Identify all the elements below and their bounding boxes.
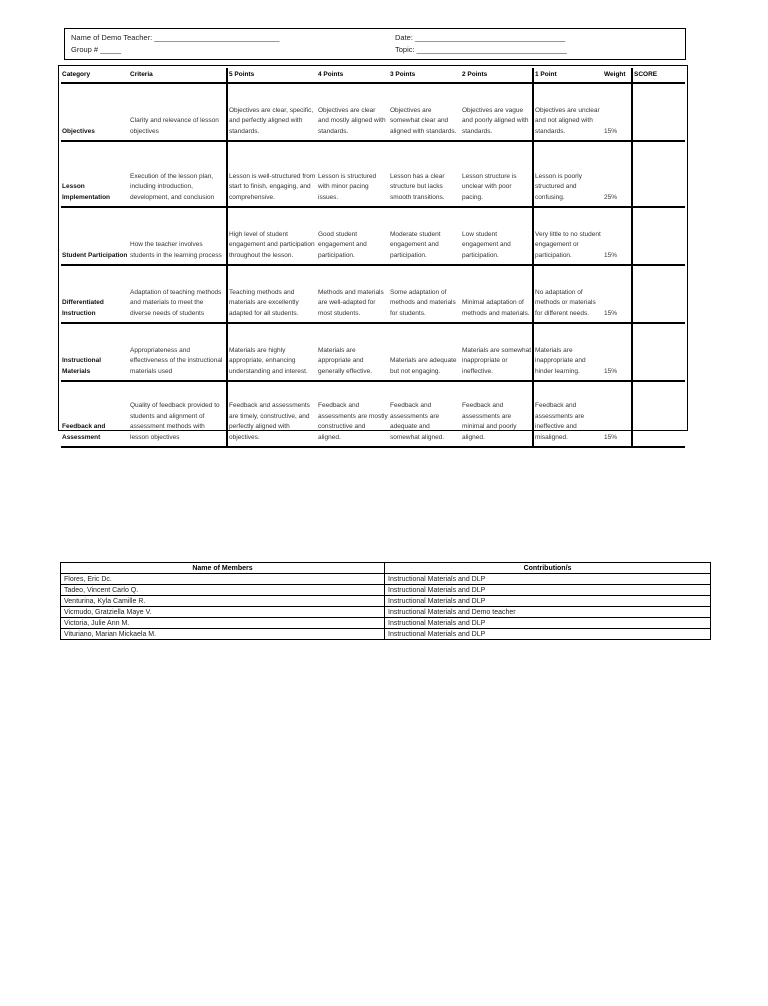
column-header-criteria: Criteria bbox=[129, 68, 227, 83]
one-point-cell: Very little to no student engagement or participation. bbox=[533, 207, 603, 265]
member-contribution: Instructional Materials and Demo teacher bbox=[385, 607, 711, 618]
four-points-cell: Materials are appropriate and generally effective. bbox=[317, 323, 389, 381]
teacher-name-field[interactable]: Name of Demo Teacher: ______________________________ bbox=[71, 33, 280, 42]
member-row bbox=[61, 574, 711, 585]
four-points-cell: Objectives are clear and mostly aligned with standards. bbox=[317, 83, 389, 141]
five-points-cell: High level of student engagement and participation throughout the lesson. bbox=[227, 207, 317, 265]
score-cell[interactable] bbox=[632, 323, 685, 381]
score-cell[interactable] bbox=[632, 83, 685, 141]
category-cell: Lesson Implementation bbox=[61, 141, 129, 207]
weight-cell: 25% bbox=[603, 141, 632, 207]
weight-cell: 15% bbox=[603, 265, 632, 323]
one-point-cell: Objectives are unclear and not aligned with standards. bbox=[533, 83, 603, 141]
column-header-1-point: 1 Point bbox=[533, 68, 603, 83]
criteria-cell: Appropriateness and effectiveness of the instructional materials used bbox=[129, 323, 227, 381]
rubric-row bbox=[61, 83, 685, 141]
member-contribution: Instructional Materials and DLP bbox=[385, 574, 711, 585]
three-points-cell: Some adaptation of methods and materials for students. bbox=[389, 265, 461, 323]
member-row bbox=[61, 607, 711, 618]
members-table bbox=[60, 562, 711, 640]
member-contribution: Instructional Materials and DLP bbox=[385, 585, 711, 596]
member-contribution: Instructional Materials and DLP bbox=[385, 596, 711, 607]
one-point-cell: Feedback and assessments are ineffective and misaligned. bbox=[533, 381, 603, 447]
rubric-row bbox=[61, 323, 685, 381]
member-row bbox=[61, 618, 711, 629]
column-header-weight: Weight bbox=[603, 68, 632, 83]
three-points-cell: Moderate student engagement and participation. bbox=[389, 207, 461, 265]
rubric-row bbox=[61, 381, 685, 447]
category-cell: Feedback and Assessment bbox=[61, 381, 129, 447]
weight-cell: 15% bbox=[603, 381, 632, 447]
rubric-header-row bbox=[61, 68, 685, 83]
date-field[interactable]: Date: ____________________________________ bbox=[395, 33, 566, 42]
category-cell: Instructional Materials bbox=[61, 323, 129, 381]
member-name: Victoria, Julie Ann M. bbox=[61, 618, 385, 629]
column-header-score: SCORE bbox=[632, 68, 685, 83]
criteria-cell: Execution of the lesson plan, including introduction, development, and conclusion bbox=[129, 141, 227, 207]
five-points-cell: Feedback and assessments are timely, constructive, and perfectly aligned with objectives. bbox=[227, 381, 317, 447]
member-name: Flores, Eric Dc. bbox=[61, 574, 385, 585]
weight-cell: 15% bbox=[603, 83, 632, 141]
column-header-5-points: 5 Points bbox=[227, 68, 317, 83]
rubric-row bbox=[61, 141, 685, 207]
score-cell[interactable] bbox=[632, 265, 685, 323]
member-row bbox=[61, 596, 711, 607]
two-points-cell: Materials are somewhat inappropriate or ineffective. bbox=[461, 323, 533, 381]
member-name: Venturina, Kyla Camille R. bbox=[61, 596, 385, 607]
member-name: Vicmudo, Gratziella Maye V. bbox=[61, 607, 385, 618]
category-cell: Differentiated Instruction bbox=[61, 265, 129, 323]
weight-cell: 15% bbox=[603, 207, 632, 265]
column-header-members: Name of Members bbox=[61, 563, 385, 574]
two-points-cell: Feedback and assessments are minimal and poorly aligned. bbox=[461, 381, 533, 447]
five-points-cell: Lesson is well-structured from start to finish, engaging, and comprehensive. bbox=[227, 141, 317, 207]
member-row bbox=[61, 585, 711, 596]
criteria-cell: Adaptation of teaching methods and materials to meet the diverse needs of students bbox=[129, 265, 227, 323]
criteria-cell: Clarity and relevance of lesson objectives bbox=[129, 83, 227, 141]
criteria-cell: How the teacher involves students in the learning process bbox=[129, 207, 227, 265]
teacher-info-header bbox=[64, 28, 686, 60]
two-points-cell: Lesson structure is unclear with poor pacing. bbox=[461, 141, 533, 207]
score-cell[interactable] bbox=[632, 207, 685, 265]
category-cell: Objectives bbox=[61, 83, 129, 141]
group-number-field[interactable]: Group # _____ bbox=[71, 45, 122, 54]
three-points-cell: Objectives are somewhat clear and aligned with standards. bbox=[389, 83, 461, 141]
member-contribution: Instructional Materials and DLP bbox=[385, 629, 711, 640]
four-points-cell: Lesson is structured with minor pacing issues. bbox=[317, 141, 389, 207]
rubric-row bbox=[61, 265, 685, 323]
column-header-category: Category bbox=[61, 68, 129, 83]
column-header-3-points: 3 Points bbox=[389, 68, 461, 83]
column-header-4-points: 4 Points bbox=[317, 68, 389, 83]
one-point-cell: Lesson is poorly structured and confusing. bbox=[533, 141, 603, 207]
two-points-cell: Objectives are vague and poorly aligned with standards. bbox=[461, 83, 533, 141]
five-points-cell: Objectives are clear, specific, and perfectly aligned with standards. bbox=[227, 83, 317, 141]
four-points-cell: Good student engagement and participation. bbox=[317, 207, 389, 265]
four-points-cell: Methods and materials are well-adapted for most students. bbox=[317, 265, 389, 323]
one-point-cell: Materials are inappropriate and hinder learning. bbox=[533, 323, 603, 381]
two-points-cell: Low student engagement and participation. bbox=[461, 207, 533, 265]
rubric-table-frame bbox=[58, 65, 688, 441]
weight-cell: 15% bbox=[603, 323, 632, 381]
topic-field[interactable]: Topic: ____________________________________ bbox=[395, 45, 567, 54]
one-point-cell: No adaptation of methods or materials for different needs. bbox=[533, 265, 603, 323]
three-points-cell: Lesson has a clear structure but lacks smooth transitions. bbox=[389, 141, 461, 207]
category-cell: Student Participation bbox=[61, 207, 129, 265]
five-points-cell: Materials are highly appropriate, enhancing understanding and interest. bbox=[227, 323, 317, 381]
three-points-cell: Materials are adequate but not engaging. bbox=[389, 323, 461, 381]
three-points-cell: Feedback and assessments are adequate and somewhat aligned. bbox=[389, 381, 461, 447]
column-header-contributions: Contribution/s bbox=[385, 563, 711, 574]
four-points-cell: Feedback and assessments are mostly constructive and aligned. bbox=[317, 381, 389, 447]
member-contribution: Instructional Materials and DLP bbox=[385, 618, 711, 629]
rubric-table bbox=[61, 68, 685, 448]
score-cell[interactable] bbox=[632, 381, 685, 447]
members-header-row bbox=[61, 563, 711, 574]
column-header-2-points: 2 Points bbox=[461, 68, 533, 83]
member-name: Tadeo, Vincent Carlo Q. bbox=[61, 585, 385, 596]
rubric-row bbox=[61, 207, 685, 265]
criteria-cell: Quality of feedback provided to students and alignment of assessment methods with lesson objectives bbox=[129, 381, 227, 447]
score-cell[interactable] bbox=[632, 141, 685, 207]
member-name: Vituriano, Marian Mickaela M. bbox=[61, 629, 385, 640]
five-points-cell: Teaching methods and materials are excellently adapted for all students. bbox=[227, 265, 317, 323]
two-points-cell: Minimal adaptation of methods and materials. bbox=[461, 265, 533, 323]
member-row bbox=[61, 629, 711, 640]
